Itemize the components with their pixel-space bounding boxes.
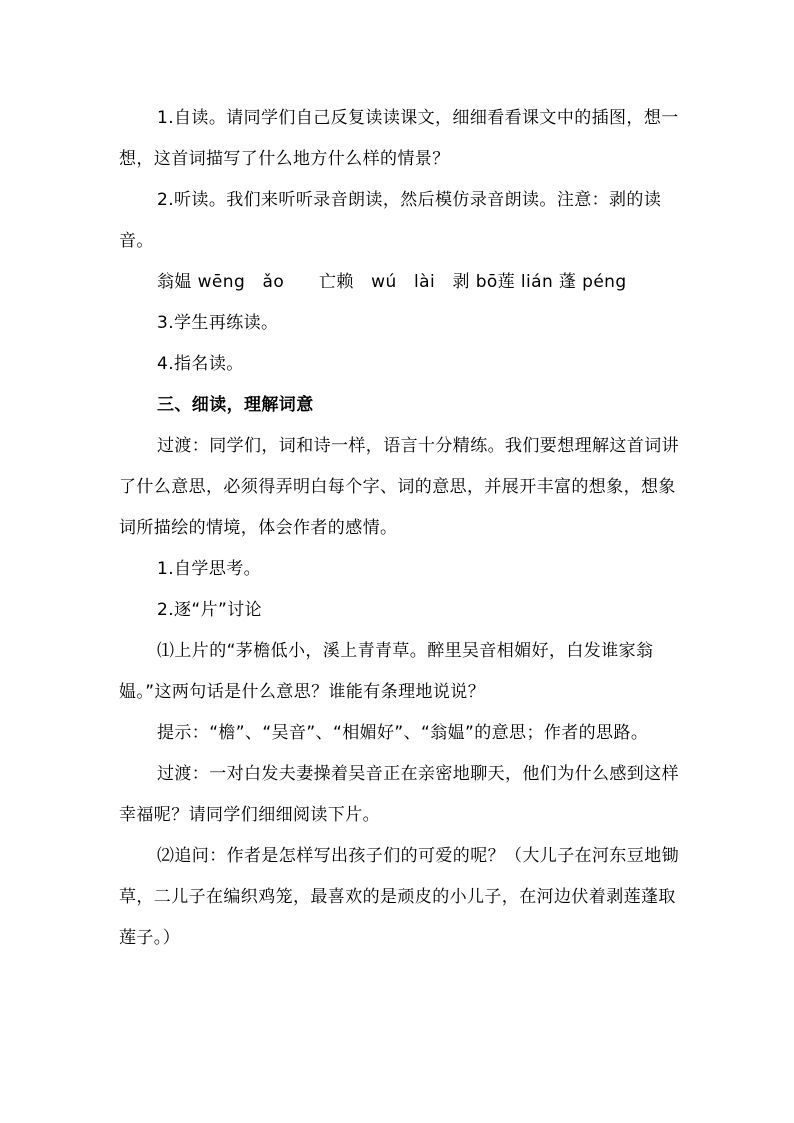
- paragraph-self-reading: 1.自读。请同学们自己反复读读课文，细细看看课文中的插图，想一想，这首词描写了什么地方什么样的情景？: [119, 108, 679, 169]
- paragraph-discussion: 2.逐“片”讨论: [157, 600, 263, 620]
- paragraph-practice: 3.学生再练读。: [157, 313, 279, 333]
- paragraph-named-reading: 4.指名读。: [157, 354, 244, 374]
- paragraph-transition-1: 过渡：同学们，词和诗一样，语言十分精练。我们要想理解这首词讲了什么意思，必须得弄明白每个字、词的意思，并展开丰富的想象，想象词所描绘的情境，体会作者的感情。: [119, 436, 679, 538]
- paragraph-upper-section: ⑴上片的“茅檐低小，溪上青青草。醉里吴音相媚好，白发谁家翁媪。”这两句话是什么意思？谁能有条理地说说？: [119, 641, 654, 702]
- paragraph-self-study: 1.自学思考。: [157, 559, 262, 579]
- paragraph-hint: 提示：“檐”、“吴音”、“相媚好”、“翁媪”的意思；作者的思路。: [157, 723, 649, 743]
- section-heading: 三、细读，理解词意: [157, 395, 314, 415]
- document-body: [119, 98, 679, 959]
- paragraph-followup: ⑵追问：作者是怎样写出孩子们的可爱的呢？（大儿子在河东豆地锄草，二儿子在编织鸡笼，最喜欢的是顽皮的小儿子，在河边伏着剥莲蓬取莲子。）: [119, 846, 679, 948]
- paragraph-listen-reading: 2.听读。我们来听听录音朗读，然后模仿录音朗读。注意：剥的读音。: [119, 190, 662, 251]
- paragraph-transition-2: 过渡：一对白发夫妻操着吴音正在亲密地聊天，他们为什么感到这样幸福呢？请同学们细细阅读下片。: [119, 764, 679, 825]
- paragraph-pinyin: 翁媪 wēng ǎo 亡赖 wú lài 剥 bō莲 lián 蓬 péng: [157, 272, 627, 292]
